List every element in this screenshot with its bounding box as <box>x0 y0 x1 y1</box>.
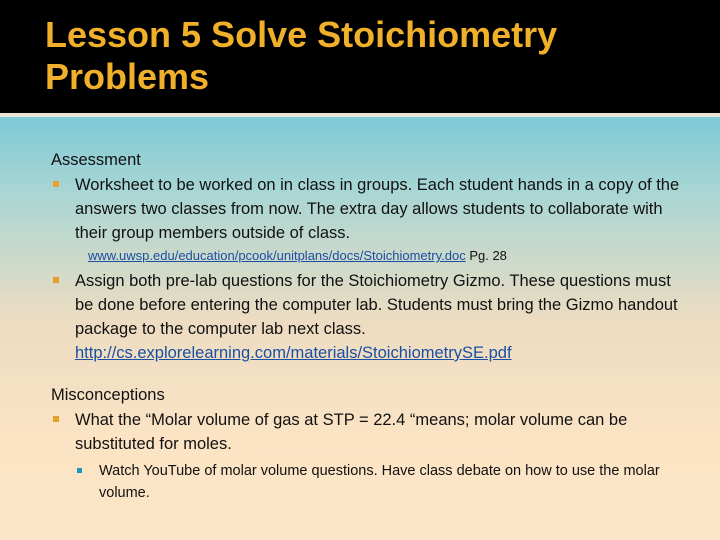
bullet-marker-icon <box>53 181 59 187</box>
misconceptions-sub-bullet-youtube <box>51 460 691 504</box>
misconceptions-bullet-molar-volume <box>51 408 691 456</box>
worksheet-link-line <box>88 247 691 265</box>
sub-bullet-marker-icon <box>77 468 82 473</box>
misconceptions-heading: Misconceptions <box>51 386 165 404</box>
gizmo-link[interactable]: http://cs.explorelearning.com/materials/StoichiometrySE.pdf <box>75 344 512 362</box>
misconceptions-bullet-text: What the “Molar volume of gas at STP = 22.4 “means; molar volume can be substituted for moles. <box>75 411 628 453</box>
bullet-marker-icon <box>53 416 59 422</box>
assessment-bullet-gizmo-text: Assign both pre-lab questions for the Stoichiometry Gizmo. These questions must be done before entering the computer lab. Students must bring the Gizmo handout package to the computer lab next class. <box>75 272 678 338</box>
slide-title: Lesson 5 Solve Stoichiometry Problems <box>45 14 558 97</box>
section-gap <box>51 367 691 383</box>
slide-body <box>51 148 691 504</box>
worksheet-page-ref: Pg. 28 <box>465 248 507 263</box>
assessment-bullet-gizmo <box>51 269 691 365</box>
bullet-marker-icon <box>53 277 59 283</box>
assessment-heading: Assessment <box>51 151 141 169</box>
assessment-bullet-worksheet-text: Worksheet to be worked on in class in groups. Each student hands in a copy of the answers two classes from now. The extra day allows students to collaborate with their group members outside of class. <box>75 176 680 242</box>
worksheet-link[interactable]: www.uwsp.edu/education/pcook/unitplans/docs/Stoichiometry.doc <box>88 248 466 263</box>
misconceptions-sub-bullet-text: Watch YouTube of molar volume questions. Have class debate on how to use the molar volume. <box>99 463 660 501</box>
assessment-bullet-worksheet <box>51 173 691 245</box>
